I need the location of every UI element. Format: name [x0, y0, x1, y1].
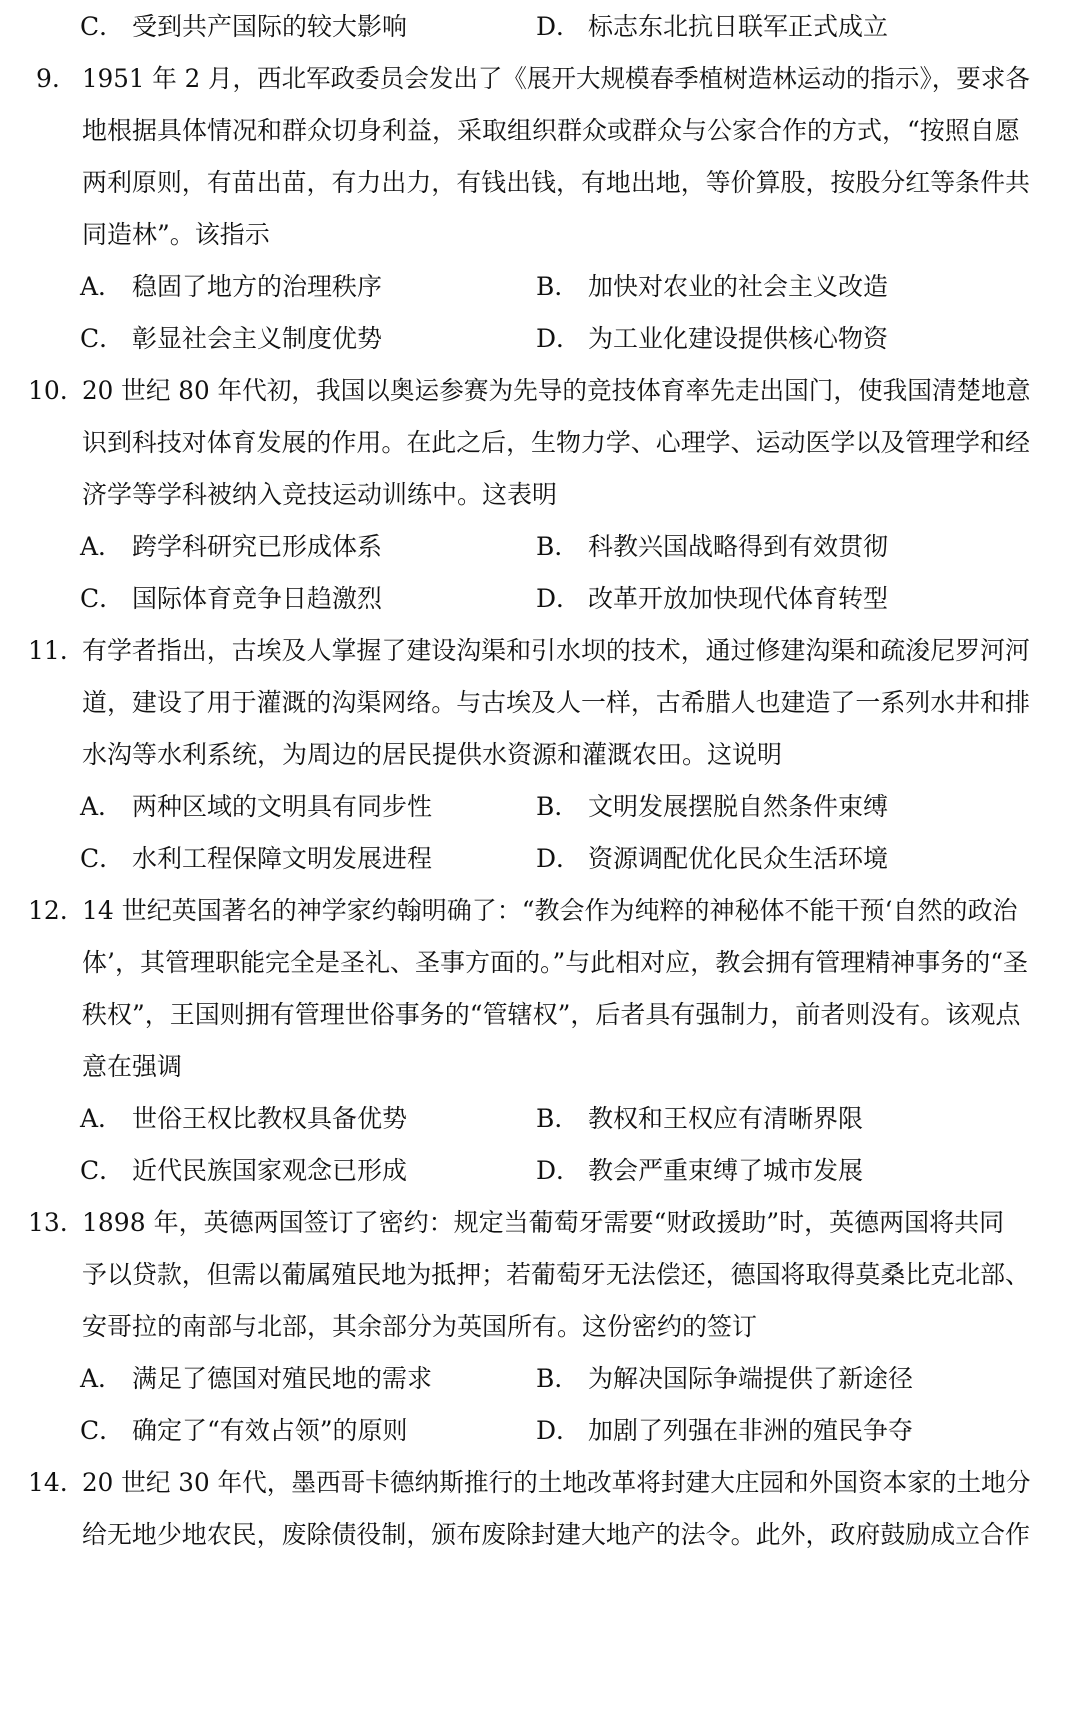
question-11-line-1: [0, 622, 1080, 679]
question-12-line-1: [0, 882, 1080, 939]
question-13-line-2: 予以贷款，但需以葡属殖民地为抵押；若葡萄牙无法偿还，德国将取得莫桑比克北部、: [82, 1260, 1031, 1289]
question-9-line-3: 两利原则，有苗出苗，有力出力，有钱出钱，有地出地，等价算股，按股分红等条件共: [82, 168, 1031, 197]
option-c: C． 受到共产国际的较大影响: [80, 12, 408, 41]
question-13-line-1: [0, 1194, 1080, 1251]
question-9-options-ab: [0, 258, 1080, 315]
option-b[interactable]: B． 科教兴国战略得到有效贯彻: [536, 532, 889, 561]
option-d[interactable]: D． 加剧了列强在非洲的殖民争夺: [536, 1416, 914, 1445]
question-stem: 20 世纪 30 年代，墨西哥卡德纳斯推行的土地改革将封建大庄园和外国资本家的土地分: [82, 1468, 1031, 1497]
question-stem: 1898 年，英德两国签订了密约：规定当葡萄牙需要“财政援助”时，英德两国将共同: [82, 1208, 1005, 1237]
option-c[interactable]: C． 彰显社会主义制度优势: [80, 324, 383, 353]
question-12-line-4: 意在强调: [82, 1052, 183, 1081]
question-10-line-1: [0, 362, 1080, 419]
question-11-line-3: 水沟等水利系统，为周边的居民提供水资源和灌溉农田。这说明: [82, 740, 783, 769]
option-d[interactable]: D． 资源调配优化民众生活环境: [536, 844, 889, 873]
option-c[interactable]: C． 确定了“有效占领”的原则: [80, 1416, 408, 1445]
option-b[interactable]: B． 教权和王权应有清晰界限: [536, 1104, 864, 1133]
option-d: D． 标志东北抗日联军正式成立: [536, 12, 889, 41]
option-c[interactable]: C． 近代民族国家观念已形成: [80, 1156, 408, 1185]
question-stem: 20 世纪 80 年代初，我国以奥运参赛为先导的竞技体育率先走出国门，使我国清楚地意: [82, 376, 1031, 405]
option-b[interactable]: B． 文明发展摆脱自然条件束缚: [536, 792, 889, 821]
question-number: 12.: [28, 896, 68, 925]
option-c[interactable]: C． 国际体育竞争日趋激烈: [80, 584, 383, 613]
option-a[interactable]: A． 两种区域的文明具有同步性: [80, 792, 433, 821]
option-d[interactable]: D． 改革开放加快现代体育转型: [536, 584, 889, 613]
question-10-options-cd: [0, 570, 1080, 627]
prev-options-row: [0, 0, 1080, 55]
option-a[interactable]: A． 世俗王权比教权具备优势: [80, 1104, 408, 1133]
question-9-line-2: 地根据具体情况和群众切身利益，采取组织群众或群众与公家合作的方式，“按照自愿: [82, 116, 1020, 145]
question-number: 9.: [36, 64, 60, 93]
option-b[interactable]: B． 为解决国际争端提供了新途径: [536, 1364, 914, 1393]
question-9-line-1: [0, 50, 1080, 107]
question-number: 13.: [28, 1208, 68, 1237]
question-14-line-1: [0, 1454, 1080, 1511]
question-number: 11.: [28, 636, 68, 665]
option-a[interactable]: A． 稳固了地方的治理秩序: [80, 272, 383, 301]
question-10-options-ab: [0, 518, 1080, 575]
question-13-options-cd: [0, 1402, 1080, 1459]
question-11-line-2: 道，建设了用于灌溉的沟渠网络。与古埃及人一样，古希腊人也建造了一系列水井和排: [82, 688, 1031, 717]
option-d[interactable]: D． 为工业化建设提供核心物资: [536, 324, 889, 353]
question-number: 10.: [28, 376, 68, 405]
question-12-line-2: 体’，其管理职能完全是圣礼、圣事方面的。”与此相对应，教会拥有管理精神事务的“圣: [82, 948, 1029, 977]
question-10-line-3: 济学等学科被纳入竞技运动训练中。这表明: [82, 480, 558, 509]
option-d[interactable]: D． 教会严重束缚了城市发展: [536, 1156, 864, 1185]
option-c[interactable]: C． 水利工程保障文明发展进程: [80, 844, 433, 873]
question-9-options-cd: [0, 310, 1080, 367]
option-a[interactable]: A． 满足了德国对殖民地的需求: [80, 1364, 433, 1393]
question-10-line-2: 识到科技对体育发展的作用。在此之后，生物力学、心理学、运动医学以及管理学和经: [82, 428, 1031, 457]
question-12-options-ab: [0, 1090, 1080, 1147]
question-stem: 1951 年 2 月，西北军政委员会发出了《展开大规模春季植树造林运动的指示》，要求各: [82, 64, 1030, 93]
question-12-options-cd: [0, 1142, 1080, 1199]
question-12-line-3: 秩权”，王国则拥有管理世俗事务的“管辖权”，后者具有强制力，前者则没有。该观点: [82, 1000, 1021, 1029]
question-13-options-ab: [0, 1350, 1080, 1407]
question-number: 14.: [28, 1468, 68, 1497]
question-stem: 有学者指出，古埃及人掌握了建设沟渠和引水坝的技术，通过修建沟渠和疏浚尼罗河河: [82, 636, 1031, 665]
question-14-line-2: 给无地少地农民，废除债役制，颁布废除封建大地产的法令。此外，政府鼓励成立合作: [82, 1520, 1031, 1549]
question-9-line-4: 同造林”。该指示: [82, 220, 270, 249]
question-11-options-ab: [0, 778, 1080, 835]
question-11-options-cd: [0, 830, 1080, 887]
option-b[interactable]: B． 加快对农业的社会主义改造: [536, 272, 889, 301]
option-a[interactable]: A． 跨学科研究已形成体系: [80, 532, 383, 561]
question-13-line-3: 安哥拉的南部与北部，其余部分为英国所有。这份密约的签订: [82, 1312, 758, 1341]
question-stem: 14 世纪英国著名的神学家约翰明确了：“教会作为纯粹的神秘体不能干预‘自然的政治: [82, 896, 1018, 925]
